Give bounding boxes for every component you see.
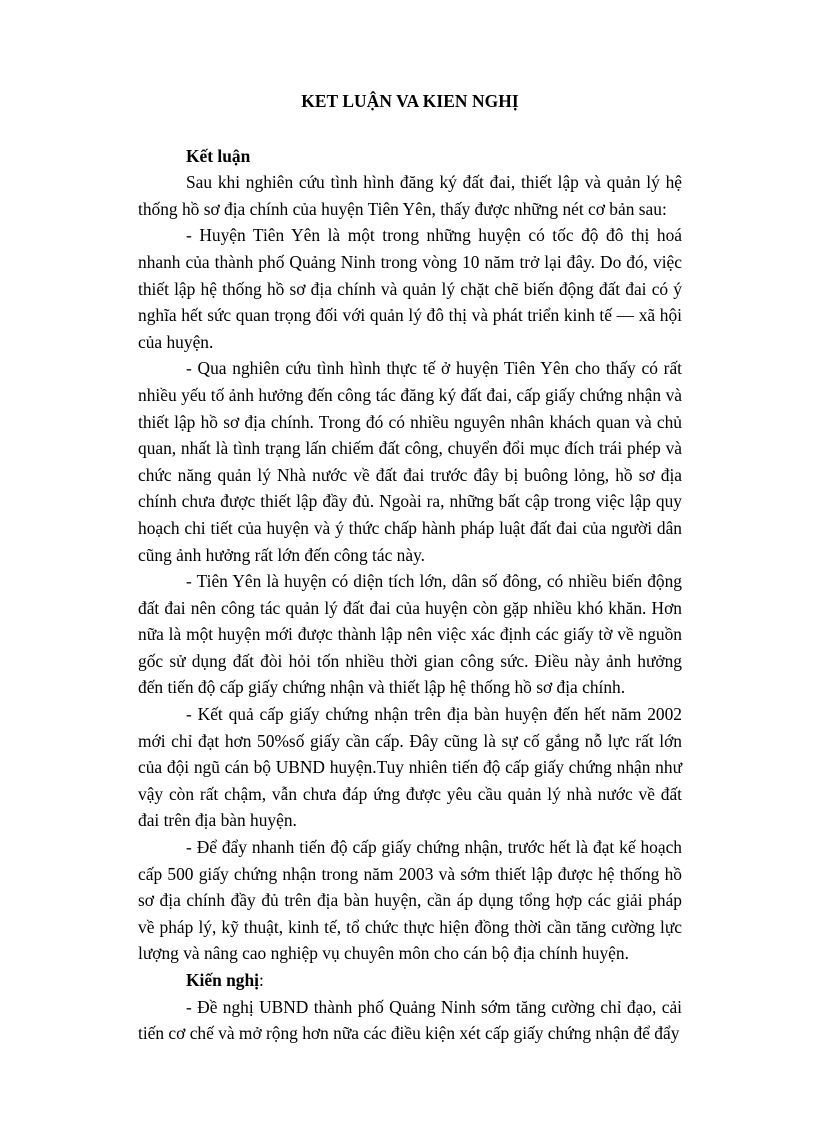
- recommendation-heading: [138, 967, 682, 994]
- conclusion-paragraph: - Để đẩy nhanh tiến độ cấp giấy chứng nhận, trước hết là đạt kế hoạch cấp 500 giấy chứng nhận trong năm 2003 và sớm thiết lập được hệ thống hồ sơ địa chính đầy đủ trên địa bàn huyện, cần áp dụng tổng hợp các giải pháp về pháp lý, kỹ thuật, kinh tế, tổ chức thực hiện đồng thời cần tăng cường lực lượng và nâng cao nghiệp vụ chuyên môn cho cán bộ địa chính huyện.: [138, 837, 682, 964]
- conclusion-paragraph: - Qua nghiên cứu tình hình thực tế ở huyện Tiên Yên cho thấy có rất nhiều yếu tố ảnh hưởng đến công tác đăng ký đất đai, cấp giấy chứng nhận và thiết lập hồ sơ địa chính. Trong đó có nhiều nguyên nhân khách quan và chủ quan, nhất là tình trạng lấn chiếm đất công, chuyển đổi mục đích trái phép và chức năng quản lý Nhà nước về đất đai trước đây bị buông lỏng, hồ sơ địa chính chưa được thiết lập đầy đủ. Ngoài ra, những bất cập trong việc lập quy hoạch chi tiết của huyện và ý thức chấp hành pháp luật đất đai của người dân cũng ảnh hưởng rất lớn đến công tác này.: [138, 358, 682, 565]
- recommendation-heading-text: Kiến nghị: [186, 970, 259, 990]
- conclusion-heading: Kết luận: [186, 145, 251, 166]
- conclusion-paragraph: - Tiên Yên là huyện có diện tích lớn, dân số đông, có nhiều biến động đất đai nên công tác quản lý đất đai của huyện còn gặp nhiều khó khăn. Hơn nữa là một huyện mới được thành lập nên việc xác định các giấy tờ về nguồn gốc sử dụng đất đòi hỏi tốn nhiều thời gian công sức. Điều này ảnh hưởng đến tiến độ cấp giấy chứng nhận và thiết lập hệ thống hồ sơ địa chính.: [138, 571, 682, 698]
- recommendation-heading-colon: :: [258, 970, 264, 990]
- document-page: [138, 88, 682, 1047]
- conclusion-paragraph: - Kết quả cấp giấy chứng nhận trên địa bàn huyện đến hết năm 2002 mới chỉ đạt hơn 50%số giấy cần cấp. Đây cũng là sự cố gắng nỗ lực rất lớn của đội ngũ cán bộ UBND huyện.Tuy nhiên tiến độ cấp giấy chứng nhận như vậy còn rất chậm, vẫn chưa đáp ứng được yêu cầu quản lý nhà nước về đất đai trên địa bàn huyện.: [138, 704, 682, 831]
- page-title: KET LUẬN VA KIEN NGHỊ: [301, 91, 519, 111]
- recommendation-paragraph: - Đề nghị UBND thành phố Quảng Ninh sớm tăng cường chỉ đạo, cải tiến cơ chế và mở rộng hơn nữa các điều kiện xét cấp giấy chứng nhận để đẩy: [138, 996, 682, 1044]
- conclusion-paragraph: - Huyện Tiên Yên là một trong những huyện có tốc độ đô thị hoá nhanh của thành phố Quảng Ninh trong vòng 10 năm trở lại đây. Do đó, việc thiết lập hệ thống hồ sơ địa chính và quản lý chặt chẽ biến động đất đai có ý nghĩa hết sức quan trọng đối với quản lý đô thị và phát triển kinh tế — xã hội của huyện.: [138, 225, 682, 352]
- conclusion-paragraph-intro: Sau khi nghiên cứu tình hình đăng ký đất đai, thiết lập và quản lý hệ thống hồ sơ địa chính của huyện Tiên Yên, thấy được những nét cơ bản sau:: [138, 172, 682, 219]
